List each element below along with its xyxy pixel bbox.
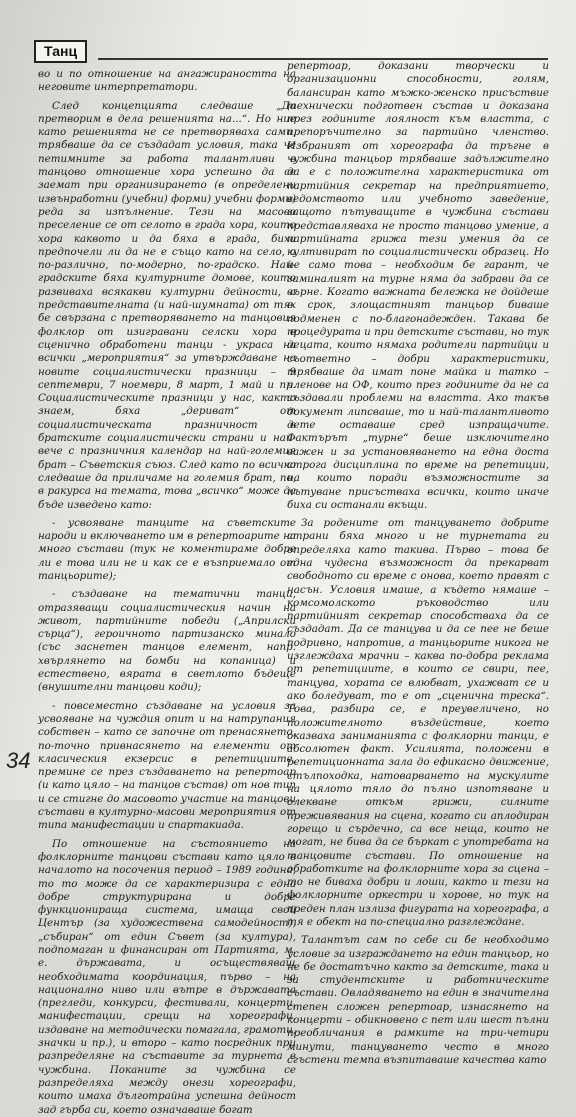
right-column — [287, 60, 549, 1067]
paragraph: По отношение на състоянието на фолклорните танцови състави като цяло в началото на посочения период – 1989 година, то то може да се характеризира с една добре структурирана и добре функционираща система, имаща свой Център (за художествена самодейност), „събиран“ от един Съвет (за култура), подпомаган и финансиран от Партията, м. е. държавата, и осъществяващ необходимата координация, първо – на национално ниво или вътре в държавата (прегледи, конкурси, фестивали, концерти, манифестации, срещи на хореографи, издаване на методически помагала, грамоти, значки и пр.), и второ – като посредник при разпределяне на съставите за турнета в чужбина. Поканите за чужбина се разпределяха между онези хореографи, които имаха дълготрайна успешна дейност зад гърба си, което означаваше богат — [38, 837, 296, 1116]
paragraph: во и по отношение на ангажираността на неговите интерпретатори. — [38, 68, 296, 94]
paragraph: След концепцията следваше „Да претворим в дела решенията на...“. Но ние като решенията не се претворяваха сами, трябваше да се създадат условия, така че петимните за работа талантливи в танцово отношение хора успешно да се заемат при организирането (в определени извънработни (учебни) форми) учебни форми) реда за изпълнение. Тези на масово преселение се от селото в града хора, които хора каквото и да бяха в града, биха предпочели ли да не е също като на село, а по-различно, по-модерно, по-градско. Най-градските бяха културните домове, които развиваха всякакви културни дейности, а представителната (и най-шумната) от тях бе свързана с претворяването на танцовия фолклор от изигравани селски хора в сценично обработени танци - украса на всички „мероприятия“ за утвърждаване на новите социалистически празници – 9 септември, 7 ноември, 8 март, 1 май и пр. Социалистическите празници у нас, както знаем, бяха „дериват“ от социалистическата празничност в братските социалистически страни и най-вече с празничния календар на най-големия брат – Съветския съюз. След като по всичко следваше да приличаме на големия брат, по, в ракурса на темата, това „всичко“ може да бъде изведено като: — [38, 99, 296, 511]
section-label: Танц — [34, 40, 87, 63]
left-column — [38, 68, 296, 1117]
paragraph: За родените от танцуването добрите страни бяха много и не турнетата ги определяха като такива. Първо – това бе една чудесна възможност да прекарват свободното си време с онова, което правят с насън. Условия имаше, а където нямаше – комсомолското ръководство или партийният секретар способстваха да се създадат. Да се танцува и да се пее не беше подривно, напротив, а танцьорите никога не изглеждаха мрачни – каква по-добра реклама от репетициите, в които се свири, пее, танцува, хората се влюбват, ухажват се и ако боледуват, то е от „сценична треска“. Това, разбира се, е преувеличено, но положителното въздействие, което оказваха заниманията с фолклорни танци, е абсолютен факт. Усилията, положени в репетиционната зала до ефикасно движение, стълпоходка, натоварването на мускулите на цялото тяло до пълно изпотяване и олекване откъм грижи, силните преживявания на сцена, когато си аплодиран горещо и сърдечно, са все неща, които не могат, не бива да се бъркат с употребата на танцовите състави. По отношение на обработките на фолклорните хора за сцена – то не биваха добри и лоши, както и тези на фолклорните оркестри и хорове, но тук на преден план излиза фигурата на хореографа, а тя е обект на по-специално разглеждане. — [287, 517, 549, 928]
list-item: - създаване на тематични танци, отразяващи социалистическия начин на живот, партийните победи („Априлски сърца“), героичното партизанско минало (със заснетен танцов елемент, напр. хвърлянето на бомби на копаница) и естествено, вярата в светлото бъдеще (внушителни танцови коди); — [38, 588, 296, 694]
page-number: 34 — [6, 748, 31, 773]
list-item: - повсеместно създаване на условия за усвояване на чуждия опит и на натрупания собствен – като се започне от пренасянето, по-точно привнасянето на елементи от класическия екзерсис в репетициите, премине се през създаването на репертоар (и като цяло – на танцов състав) от нов тип и се стигне до масовото участие на танцови състави в културно-масови мероприятия от типа манифестации и спартакиада. — [38, 699, 296, 832]
paragraph: Талантът сам по себе си бе необходимо условие за изграждането на един танцьор, но не бе достатъчно както за детските, така и за студентските и работническите състави. Овладяването на един в значителна степен сложен репертоар, изнасянето на концерти – обикновено с пет или шест пълни преобличания в рамките на три-четири минути, танцуването често в много сгъстени темпа възпитаваше качества като — [287, 934, 549, 1066]
paragraph: репертоар, доказани творчески и организационни способности, голям, балансиран като мъжко-женско присъствие технически подготвен състав и доказана през годините лоялност към властта, с препоръчително за партийно членство. Избраният от хореографа да тръгне в чужбина танцьор трябваше задължително да е с положителна характеристика от партийния секретар на предприятието, ведомството или учебното заведение, защото пътуващите в чужбина състави представляваха не просто танцово умение, а партийната грижа тези умения да се култивират по социалистически образец. Но не само това – необходим бе гарант, че заминалият на турне няма да забрави да се върне. Когато важната бележка не дойдеше в срок, злощастният танцьор биваше подменен с по-благонадежден. Такава бе процедурата и при детските състави, но тук децата, които нямаха родители партийци и съответно – добри характеристики, трябваше да имат поне майка и татко – членове на ОФ, които през годините да не са създавали проблеми на властта. Ако такъв документ липсваше, то и най-талантливото дете оставаше сред изпращачите. Фактърът „турне“ беше изключително важен и за установяването на една доста строга дисциплина по време на репетиции, на които поради възможностите за пътуване присъстваха всички, които иначе биха си останали вкъщи. — [287, 60, 549, 511]
list-item: - усвояване танците на съветските народи и включването им в репертоарите на много състави (тук не коментираме добре ли е това или не и как се е възприемало от танцьорите); — [38, 516, 296, 582]
